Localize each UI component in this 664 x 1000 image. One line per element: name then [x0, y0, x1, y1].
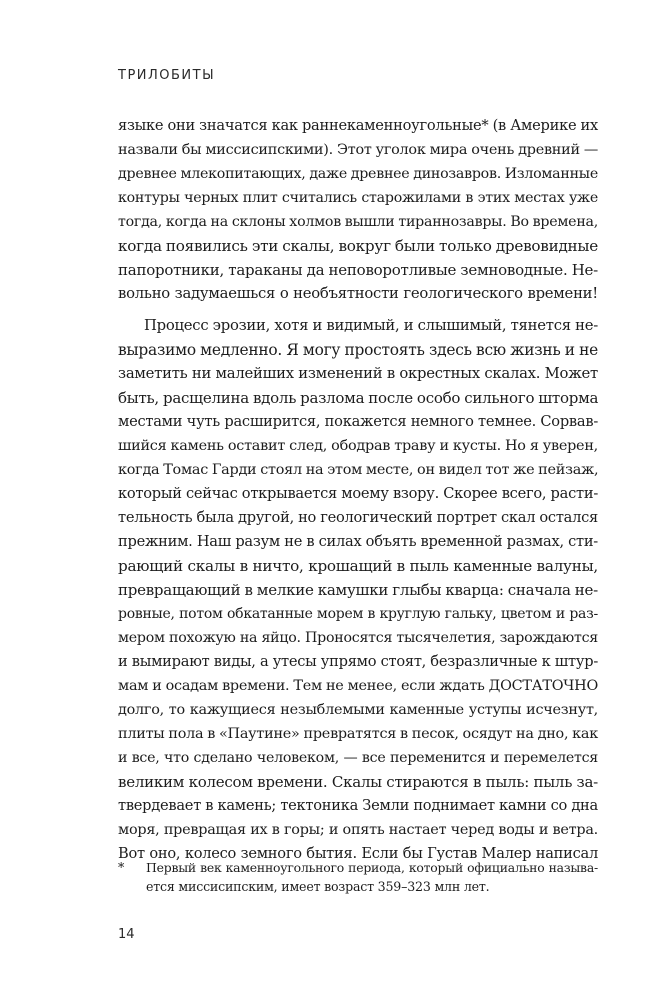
text-line: долго, то кажущиеся незыблемыми каменные уступы исчезнут, — [118, 702, 598, 718]
text-line: местами чуть расширится, покажется немного темнее. Сорвав- — [118, 413, 598, 430]
text-line: твердевает в камень; тектоника Земли поднимает камни со дна — [118, 797, 598, 814]
text-line: мам и осадам времени. Тем не менее, если ждать ДОСТАТОЧНО — [118, 678, 598, 694]
text-line: и вымирают виды, а утесы упрямо стоят, безразличные к штур- — [118, 653, 598, 670]
footnote-text — [146, 858, 598, 896]
text-line: языке они значатся как раннекаменноугольные* (в Америке их — [118, 117, 598, 134]
text-line: когда появились эти скалы, вокруг были только древовидные — [118, 237, 598, 255]
text-line: назвали бы миссисипскими). Этот уголок мира очень древний — — [118, 142, 598, 158]
text-line: тельность была другой, но геологический портрет скал остался — [118, 509, 598, 526]
text-line: моря, превращая их в горы; и опять настает черед воды и ветра. — [118, 822, 598, 838]
text-line: шийся камень оставит след, ободрав траву и кусты. Но я уверен, — [118, 438, 598, 454]
text-line: мером похожую на яйцо. Проносятся тысячелетия, зарождаются — [118, 630, 598, 646]
running-head: ТРИЛОБИТЫ — [118, 68, 216, 83]
text-line: прежним. Наш разум не в силах объять временной размах, сти- — [118, 533, 598, 550]
text-line: когда Томас Гарди стоял на этом месте, он видел тот же пейзаж, — [118, 462, 599, 478]
text-line: плиты пола в «Паутине» превратятся в песок, осядут на дно, как — [118, 726, 598, 742]
text-line: выразимо медленно. Я могу простоять здесь всю жизнь и не — [118, 341, 598, 359]
text-line: быть, расщелина вдоль разлома после особо сильного шторма — [118, 389, 599, 407]
text-line: вольно задумаешься о необъятности геологического времени! — [118, 285, 598, 302]
footnote-marker: * — [118, 860, 125, 875]
text-line: Вот оно, колесо земного бытия. Если бы Густав Малер написал — [118, 845, 598, 862]
text-line: Процесс эрозии, хотя и видимый, и слышимый, тянется не- — [144, 317, 598, 334]
text-line: рающий скалы в ничто, крошащий в пыль каменные валуны, — [118, 557, 598, 575]
body-text — [118, 114, 598, 866]
text-line: древнее млекопитающих, даже древнее динозавров. Изломанные — [118, 166, 598, 182]
text-line: и все, что сделано человеком, — все переменится и перемелется — [118, 750, 598, 766]
text-line: ровные, потом обкатанные морем в круглую гальку, цветом и раз- — [118, 606, 598, 622]
footnote-line: Первый век каменноугольного периода, который официально называ- — [146, 860, 598, 875]
footnote — [118, 858, 598, 896]
text-line: заметить ни малейших изменений в окрестных скалах. Может — [118, 365, 598, 382]
text-line: папоротники, тараканы да неповоротливые земноводные. Не- — [118, 261, 598, 279]
paragraph-2 — [118, 314, 598, 866]
text-line: тогда, когда на склоны холмов вышли тираннозавры. Во времена, — [118, 214, 598, 230]
text-line: великим колесом времени. Скалы стираются в пыль: пыль за- — [118, 773, 598, 791]
page-number: 14 — [118, 927, 135, 942]
text-line: превращающий в мелкие камушки глыбы кварца: сначала не- — [118, 581, 598, 599]
text-line: контуры черных плит считались старожилами в этих местах уже — [118, 190, 598, 206]
text-line: который сейчас открывается моему взору. Скорее всего, расти- — [118, 485, 598, 502]
paragraph-1 — [118, 114, 598, 306]
footnote-line: ется миссисипским, имеет возраст 359–323 млн лет. — [146, 879, 490, 894]
